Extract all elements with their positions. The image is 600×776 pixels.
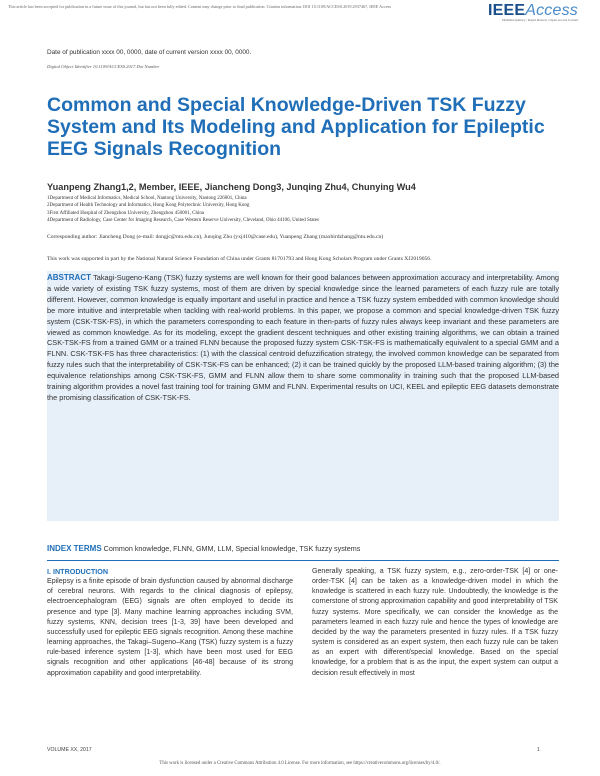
affiliation-3: 3First Affiliated Hospital of Zhengzhou University, Zhengzhou 450001, China: [47, 210, 205, 216]
abstract: [47, 273, 559, 404]
affiliation-4: 4Department of Radiology, Case Center for Imaging Research, Case Western Reserve University, Cleveland, Ohio 44106, United States: [47, 218, 319, 224]
publication-notice: This article has been accepted for publication in a future issue of this journal, but has not been fully edited. Content may change prior to final publication. Citation information: DOI 10.1109/ACCESS.2019.2937467, IEEE Access: [8, 4, 392, 9]
section-heading: I. INTRODUCTION: [47, 567, 109, 576]
index-terms-text: Common knowledge, FLNN, GMM, LLM, Special knowledge, TSK fuzzy systems: [103, 544, 361, 553]
publication-date: Date of publication xxxx 00, 0000, date of current version xxxx 00, 0000.: [47, 49, 252, 56]
index-terms: [47, 544, 360, 553]
authors: Yuanpeng Zhang1,2, Member, IEEE, Jiancheng Dong3, Junqing Zhu4, Chunying Wu4: [47, 182, 416, 192]
abstract-label: ABSTRACT: [47, 273, 91, 282]
paper-title: Common and Special Knowledge-Driven TSK Fuzzy System and Its Modeling and Application for Epileptic EEG Signals Recognition: [47, 94, 545, 160]
column-right: [312, 567, 558, 679]
section-divider: [47, 560, 559, 561]
doi: Digital Object Identifier 10.1109/ACCESS.2017.Doi Number: [47, 64, 160, 69]
affiliation-2: 2Department of Health Technology and Informatics, Hong Kong Polytechnic University, Hong Kong: [47, 203, 250, 209]
journal-logo: [488, 2, 578, 22]
affiliation-1: 1Department of Medical Informatics, Medical School, Nantong University, Nantong 226001, China: [47, 196, 247, 201]
logo-main: IEEE: [487, 2, 526, 19]
logo-accent: Access: [525, 2, 578, 19]
intro-paragraph-1: Epilepsy is a finite episode of brain dysfunction caused by abnormal discharge of cerebral neurons. With regards to the clinical diagnosis of epilepsy, electroencephalogram (EEG) signals are often employed to decide its presence and type [3]. Many machine learning approaches including SVM, fuzzy systems, KNN, decision trees [1-3, 39] have been developed and successfully used for epileptic EEG signals recognition. Among these machine learning approaches, the Takagi–Sugeno–Kang (TSK) fuzzy system is a fuzzy rule-based inference system [1-3], which have been most used for EEG signals recognition and other applications [46-48] because of its strong approximation capability and good interpretability.: [47, 578, 293, 677]
logo-tagline: Multidisciplinary | Rapid Review | Open Access Journal: [501, 18, 578, 22]
page-number: 1: [537, 747, 540, 753]
affiliations: [47, 195, 319, 225]
abstract-box: [47, 271, 559, 521]
corresponding-author: Corresponding author: Jiancheng Dong (e-mail: dongjc@ntu.edu.cn), Junqing Zhu (yxj410@case.edu), Yuanpeng Zhang (maxbirdzhang@ntu.edu.cn): [47, 234, 384, 240]
abstract-text: Takagi-Sugeno-Kang (TSK) fuzzy systems are well known for their good balances between approximation accuracy and interpretability. Among a wide variety of existing TSK fuzzy systems, most of them are driven by special knowledge since the learned parameters of each fuzzy rule are totally different. However, common knowledge is equally important and useful in practice and hence a TSK fuzzy system embedded with common knowledge should be more intuitive and interpretable when tackling with real-world problems. In this paper, we propose a common and special knowledge-driven TSK fuzzy system (CSK-TSK-FS), in which the parameters corresponding to each feature in then-parts of fuzzy rules always keep invariant and these parameters are viewed as common knowledge. As for its modeling, except the gradient descent techniques and other existing training algorithms, we can obtain a trained CSK-TSK-FS from a trained GMM or a trained FLNN because the proposed fuzzy system CSK-TSK-FS is mathematically equivalent to a special GMM and a FLNN. CSK-TSK-FS has three characteristics: (1) with the classical centroid defuzzification strategy, the involved common knowledge can be separated from fuzzy rules such that the interpretability of CSK-TSK-FS can be enhanced; (2) it can be trained quickly by the proposed LLM-based training algorithm; (3) the equivalence relationships among CSK-TSK-FS, GMM and FLNN allow them to share some commonality in training such that the proposed LLM-based training algorithm provides a novel fast training tool for training GMM and FLNN. Experimental results on UCI, KEEL and epileptic EEG datasets demonstrate the promising classification of CSK-TSK-FS.: [47, 273, 559, 402]
index-terms-label: INDEX TERMS: [47, 544, 102, 553]
volume-label: VOLUME XX, 2017: [47, 747, 92, 753]
funding-note: This work was supported in part by the National Natural Science Foundation of China under Grants 81701793 and Hong Kong Scholars Program under Grants XJ2019056.: [47, 256, 432, 262]
intro-paragraph-2: Generally speaking, a TSK fuzzy system, e.g., zero-order-TSK [4] or one-order-TSK [4] can be taken as a knowledge-driven model in which the knowledge is scattered in each fuzzy rule. Undoubtedly, the knowledge is the cornerstone of strong approximation capability and good interpretability of TSK fuzzy systems. More specifically, we can consider the knowledge as the parameters learned in each fuzzy rule and hence the types of knowledge are decided by the way the parameters presented in fuzzy rules. If a TSK fuzzy system is considered as an expert system, then each fuzzy rule can be taken as an expert with different/special knowledge. Based on the special knowledge, for a problem that is as the input, the expert system can output a decision result effectively in most: [312, 568, 558, 677]
column-left: [47, 567, 293, 679]
license-note: This work is licensed under a Creative Commons Attribution 4.0 License. For more information, see https://creativecommons.org/licenses/by/4.0/.: [159, 761, 441, 766]
